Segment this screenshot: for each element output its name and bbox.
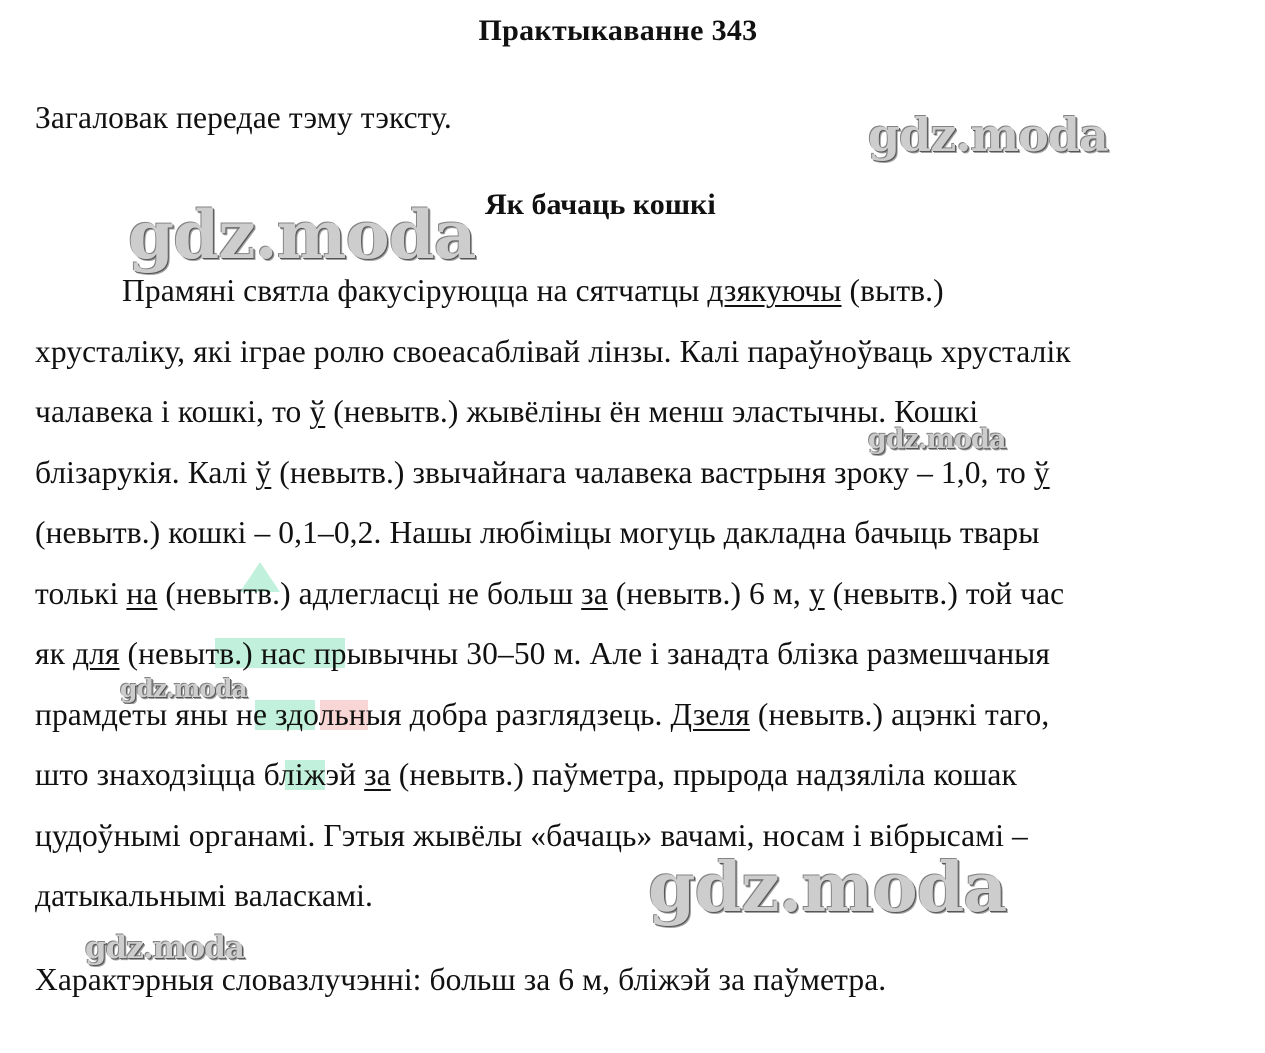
text-segment: датыкальнымі валаскамі. (35, 878, 373, 913)
text-segment: (невытв.) паўметра, прырода надзяліла кошак (390, 757, 1017, 792)
underlined-word: у (808, 575, 825, 611)
underlined-word: Дзеля (670, 696, 750, 732)
underlined-word: для (72, 636, 120, 671)
watermark-logo: gdz.moda (868, 108, 1108, 162)
underlined-word: на (126, 575, 158, 611)
text-segment: (невытв.) 6 м, (607, 575, 809, 611)
text-line (35, 757, 1017, 793)
text-line (35, 334, 1071, 370)
text-segment: прамдеты яны не здольныя добра разглядзець. (35, 696, 671, 732)
text-segment: чалавека і кошкі, то (35, 394, 310, 429)
underlined-word: за (581, 575, 608, 611)
text-segment: як (35, 636, 73, 671)
text-segment: хрусталіку, які іграе ролю своеасаблівай лінзы. Калі параўноўваць хрусталік (35, 333, 1071, 369)
watermark-logo: gdz.moda (128, 196, 476, 274)
text-segment: (невытв.) нас прывычны 30–50 м. Але і занадта блізка размешчаныя (119, 636, 1051, 671)
watermark-logo: gdz.moda (85, 930, 244, 966)
watermark-logo: gdz.moda (868, 424, 1006, 455)
watermark-logo: gdz.moda (120, 674, 247, 703)
underlined-word: за (364, 757, 391, 792)
underlined-word: ў (1033, 454, 1050, 490)
text-line (35, 455, 1050, 491)
underlined-word: ў (309, 394, 326, 429)
exercise-title: Практыкаванне 343 (478, 14, 758, 47)
conclusion-text: Характэрныя словазлучэнні: больш за 6 м, бліжэй за паўметра. (35, 962, 887, 997)
text-line (35, 878, 373, 914)
text-line (35, 515, 1039, 551)
text-segment: блізарукія. Калі (35, 454, 256, 490)
watermark-logo: gdz.moda (648, 848, 1007, 928)
text-segment: толькі (35, 575, 127, 611)
text-segment: Прамяні святла факусіруюцца на сятчатцы (122, 273, 708, 308)
intro-text: Загаловак передае тэму тэксту. (35, 100, 452, 135)
text-segment: (вытв.) (841, 273, 944, 308)
text-segment: (невытв.) адлегласці не больш (157, 575, 582, 611)
text-segment: што знаходзіцца бліжэй (35, 757, 365, 792)
text-line (35, 636, 1050, 672)
text-segment: (невытв.) звычайнага чалавека вастрыня зроку – 1,0, то (271, 454, 1034, 490)
text-segment: (невытв.) жывёліны ён менш эластычны. Кошкі (325, 394, 979, 429)
underlined-word: ў (255, 454, 272, 490)
text-heading: Як бачаць кошкі (485, 188, 716, 221)
text-line (122, 273, 944, 309)
text-segment: цудоўнымі органамі. Гэтыя жывёлы «бачаць» вачамі, носам і вібрысамі – (35, 817, 1028, 853)
text-line (35, 576, 1064, 612)
underlined-word: дзякуючы (707, 273, 842, 308)
text-line (35, 394, 978, 430)
text-segment: (невытв.) ацэнкі таго, (749, 696, 1050, 732)
text-segment: (невытв.) кошкі – 0,1–0,2. Нашы любіміцы могуць дакладна бачыць твары (35, 515, 1040, 550)
text-segment: (невытв.) той час (824, 575, 1065, 611)
